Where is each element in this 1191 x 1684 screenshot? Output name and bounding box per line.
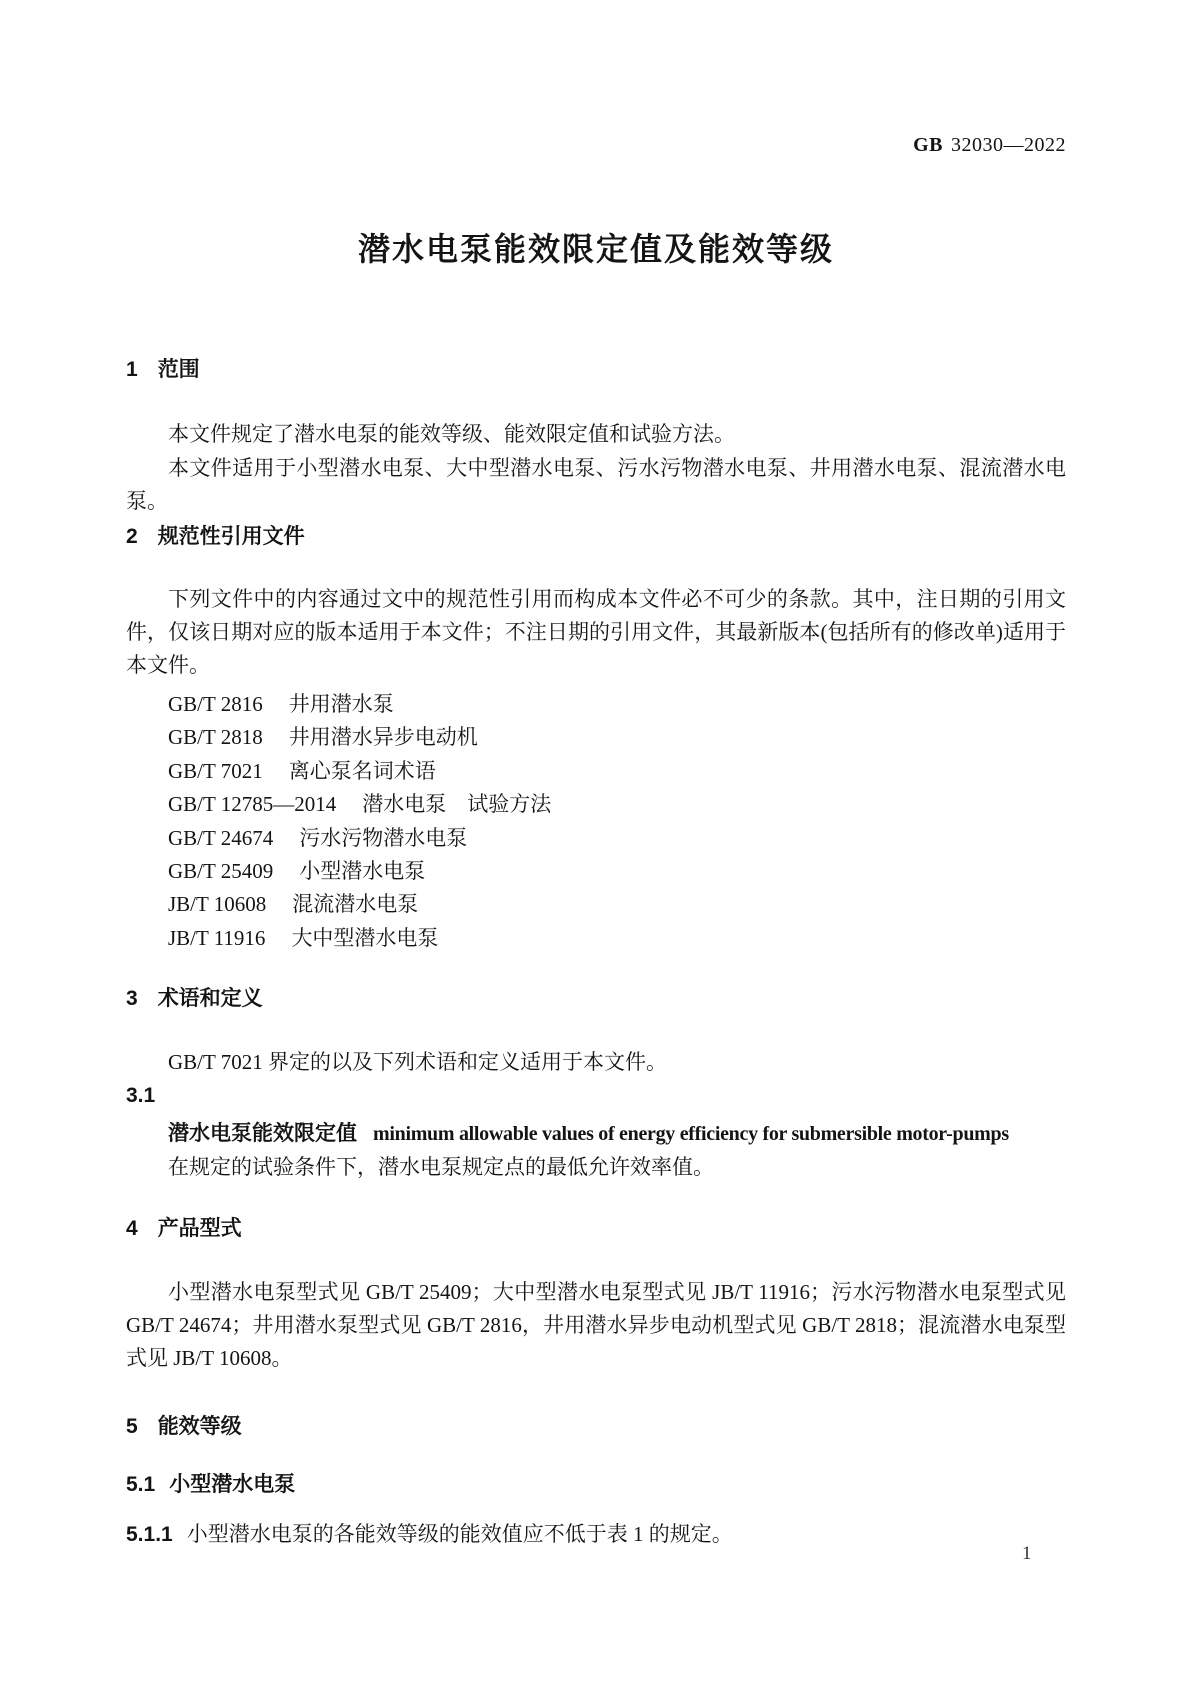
reference-item [126, 721, 1066, 754]
reference-item [126, 855, 1066, 888]
term-definition-text: 在规定的试验条件下，潜水电泵规定点的最低允许效率值。 [168, 1155, 714, 1179]
reference-item [126, 888, 1066, 921]
page-title: 潜水电泵能效限定值及能效等级 [357, 231, 834, 267]
reference-code: GB/T 12785—2014 [168, 792, 337, 817]
reference-title: 井用潜水异步电动机 [288, 725, 478, 750]
reference-item [126, 755, 1066, 788]
section-3-intro: GB/T 7021 界定的以及下列术语和定义适用于本文件。 [168, 1050, 667, 1074]
section-5-number: 5 [126, 1415, 138, 1438]
reference-item [126, 688, 1066, 721]
section-2-heading [126, 520, 1066, 550]
reference-code: GB/T 24674 [168, 825, 274, 850]
section-4-title: 产品型式 [157, 1217, 242, 1240]
section-1-heading [126, 353, 1066, 383]
reference-code: GB/T 25409 [168, 859, 274, 884]
reference-title: 大中型潜水电泵 [291, 925, 439, 950]
section-5-1-title: 小型潜水电泵 [169, 1473, 296, 1496]
section-1-title: 范围 [157, 358, 200, 381]
section-2-number: 2 [126, 525, 138, 548]
reference-item [126, 788, 1066, 821]
reference-code: GB/T 2816 [168, 692, 263, 716]
reference-code: GB/T 2818 [168, 725, 263, 750]
clause-5-1-1-number: 5.1.1 [126, 1523, 173, 1546]
section-2-intro: 下列文件中的内容通过文中的规范性引用而构成本文件必不可少的条款。其中，注日期的引用文件，仅该日期对应的版本适用于本文件；不注日期的引用文件，其最新版本(包括所有的修改单)适用于本文件。 [126, 587, 1066, 677]
section-2-title: 规范性引用文件 [157, 525, 305, 548]
clause-5-1-1 [126, 1518, 1066, 1548]
clause-3-1-number: 3.1 [126, 1084, 156, 1107]
section-3-heading [126, 982, 1066, 1012]
page-number: 1 [1022, 1543, 1032, 1564]
reference-title: 小型潜水电泵 [299, 859, 426, 884]
doc-code-number: 32030—2022 [951, 134, 1066, 156]
section-5-1-heading [126, 1468, 1066, 1498]
section-1-paragraph-2: 本文件适用于小型潜水电泵、大中型潜水电泵、污水污物潜水电泵、井用潜水电泵、混流潜水电泵。 [126, 456, 1066, 513]
doc-code-prefix: GB [913, 134, 943, 156]
reference-item [126, 822, 1066, 855]
reference-title: 污水污物潜水电泵 [299, 825, 468, 850]
section-1-paragraph-1: 本文件规定了潜水电泵的能效等级、能效限定值和试验方法。 [168, 422, 735, 446]
section-3-number: 3 [126, 987, 138, 1010]
reference-title: 离心泵名词术语 [288, 758, 436, 783]
term-english: minimum allowable values of energy efficiency for submersible motor-pumps [373, 1123, 1009, 1145]
section-4-number: 4 [126, 1217, 138, 1240]
reference-title: 潜水电泵 试验方法 [362, 792, 552, 817]
term-chinese: 潜水电泵能效限定值 [168, 1122, 357, 1145]
section-4-heading [126, 1212, 1066, 1242]
section-4-paragraph: 小型潜水电泵型式见 GB/T 25409；大中型潜水电泵型式见 JB/T 11916；污水污物潜水电泵型式见 GB/T 24674；井用潜水泵型式见 GB/T 2816，井用潜水异步电动机型式见 GB/T 2818；混流潜水电泵型式见 JB/T 10608。 [126, 1280, 1066, 1370]
section-5-title: 能效等级 [157, 1415, 242, 1438]
term-definition-heading [126, 1117, 1066, 1147]
clause-5-1-1-text: 小型潜水电泵的各能效等级的能效值应不低于表 1 的规定。 [186, 1522, 733, 1546]
normative-reference-list [126, 688, 1066, 955]
reference-title: 井用潜水泵 [288, 692, 394, 716]
section-3-title: 术语和定义 [157, 987, 263, 1010]
doc-number [126, 134, 1066, 157]
reference-code: GB/T 7021 [168, 758, 263, 783]
reference-code: JB/T 11916 [168, 925, 266, 950]
section-1-number: 1 [126, 358, 138, 381]
reference-title: 混流潜水电泵 [292, 892, 419, 917]
section-5-1-number: 5.1 [126, 1473, 156, 1496]
reference-code: JB/T 10608 [168, 892, 267, 917]
reference-item [126, 922, 1066, 955]
section-5-heading [126, 1410, 1066, 1440]
